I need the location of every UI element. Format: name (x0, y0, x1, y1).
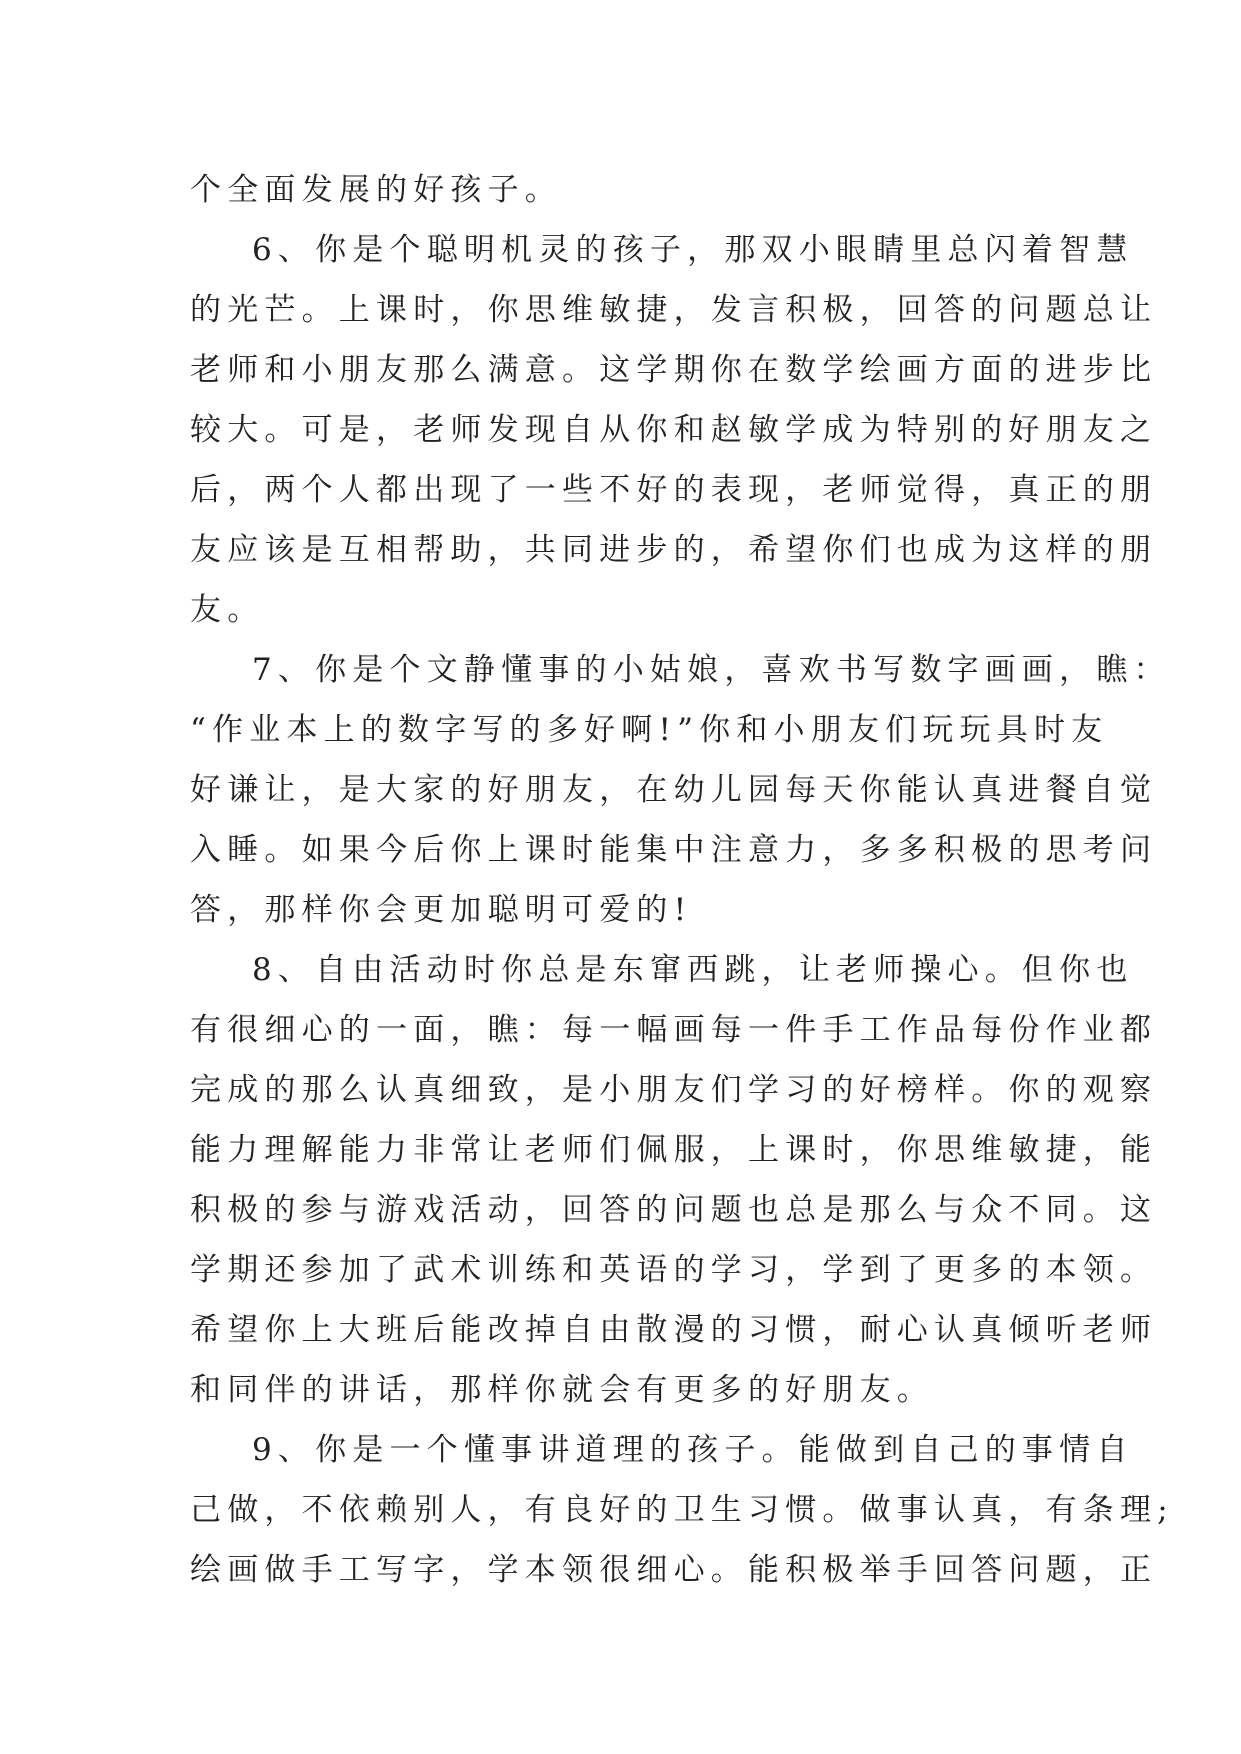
paragraph-6-first-line: 6、你是个聪明机灵的孩子，那双小眼睛里总闪着智慧 (252, 232, 1134, 268)
text-line: 完成的那么认真细致，是小朋友们学习的好榜样。你的观察 (190, 1072, 1158, 1108)
text-line: 希望你上大班后能改掉自由散漫的习惯，耐心认真倾听老师 (190, 1312, 1158, 1348)
text-line: 友应该是互相帮助，共同进步的，希望你们也成为这样的朋 (190, 532, 1158, 568)
text-line: 入睡。如果今后你上课时能集中注意力，多多积极的思考问 (190, 832, 1158, 868)
text-line: 答，那样你会更加聪明可爱的! (190, 892, 693, 928)
text-line: 己做，不依赖别人，有良好的卫生习惯。做事认真，有条理; (190, 1492, 1174, 1528)
text-line: “作业本上的数字写的多好啊!”你和小朋友们玩玩具时友 (190, 712, 1109, 748)
text-line: 绘画做手工写字，学本领很细心。能积极举手回答问题，正 (190, 1552, 1158, 1588)
text-line: 较大。可是，老师发现自从你和赵敏学成为特别的好朋友之 (190, 412, 1158, 448)
text-line: 能力理解能力非常让老师们佩服，上课时，你思维敏捷，能 (190, 1132, 1158, 1168)
body-text (190, 160, 1174, 1600)
text-line: 好谦让，是大家的好朋友，在幼儿园每天你能认真进餐自觉 (190, 772, 1158, 808)
paragraph-9-first-line: 9、你是一个懂事讲道理的孩子。能做到自己的事情自 (252, 1432, 1134, 1468)
text-line: 老师和小朋友那么满意。这学期你在数学绘画方面的进步比 (190, 352, 1158, 388)
text-line: 的光芒。上课时，你思维敏捷，发言积极，回答的问题总让 (190, 292, 1158, 328)
paragraph-7-first-line: 7、你是个文静懂事的小姑娘，喜欢书写数字画画，瞧： (252, 652, 1171, 688)
text-line: 有很细心的一面，瞧：每一幅画每一件手工作品每份作业都 (190, 1012, 1158, 1048)
paragraph-8-first-line: 8、自由活动时你总是东窜西跳，让老师操心。但你也 (252, 952, 1134, 988)
text-line: 个全面发展的好孩子。 (190, 172, 562, 208)
text-line: 友。 (190, 592, 265, 628)
text-line: 后，两个人都出现了一些不好的表现，老师觉得，真正的朋 (190, 472, 1158, 508)
text-line: 积极的参与游戏活动，回答的问题也总是那么与众不同。这 (190, 1192, 1158, 1228)
text-line: 和同伴的讲话，那样你就会有更多的好朋友。 (190, 1372, 934, 1408)
text-line: 学期还参加了武术训练和英语的学习，学到了更多的本领。 (190, 1252, 1158, 1288)
